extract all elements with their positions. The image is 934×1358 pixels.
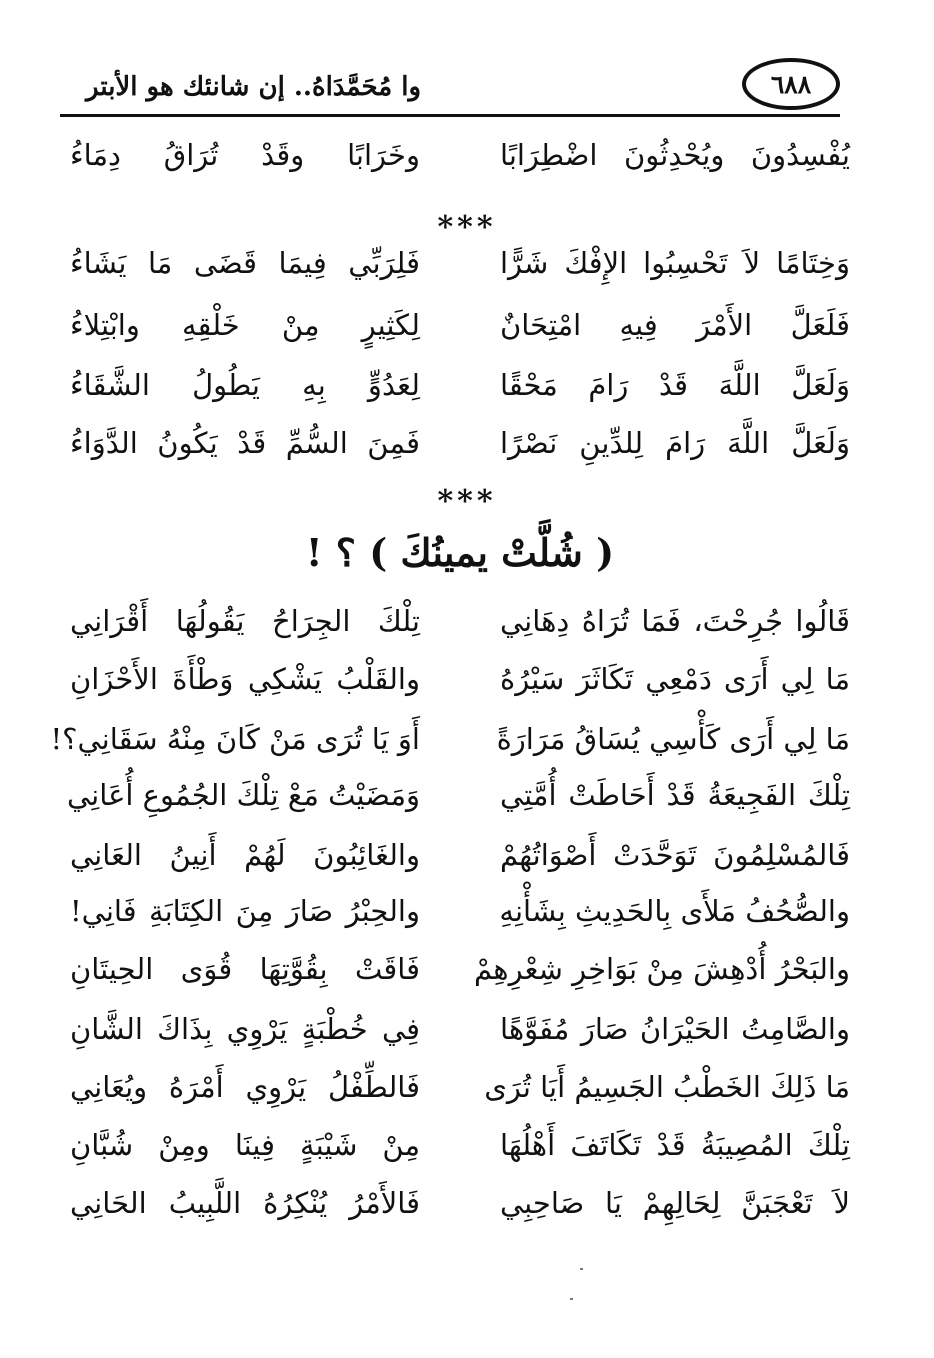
verse-left-hemistich: فَالطِّفْلُ يَرْوِي أَمْرَهُ ويُعَانِي: [70, 1070, 420, 1104]
verse-left-hemistich: فَاقَتْ بِقُوَّتِهَا قُوَى الحِيتَانِ: [70, 952, 420, 986]
verse-right-hemistich: لاَ تَعْجَبَنَّ لِحَالِهِمْ يَا صَاحِبِي: [500, 1186, 850, 1220]
stanza2-verse: [70, 656, 850, 712]
stanza2-verse: [70, 1064, 850, 1120]
verse-left-hemistich: مِنْ شَيْبَةٍ فِينَا ومِنْ شُبَّانِ: [70, 1128, 420, 1162]
verse-left-hemistich: والغَائِبُونَ لَهُمْ أَنِينُ العَانِي: [70, 838, 420, 872]
stanza1-verse: [70, 302, 850, 358]
verse-left-hemistich: فَلِرَبِّي فِيمَا قَضَى مَا يَشَاءُ: [70, 246, 420, 280]
verse-right-hemistich: والبَحْرُ أُدْهِشَ مِنْ بَوَاخِرِ شِعْرِهِمْ: [473, 952, 850, 986]
verse-left-hemistich: أَوَ يَا تُرَى مَنْ كَانَ مِنْهُ سَقَانِي؟!: [50, 722, 420, 756]
stanza2-verse: [67, 772, 850, 828]
verse-left-hemistich: والقَلْبُ يَشْكِي وَطْأَةَ الأَحْزَانِ: [70, 662, 420, 696]
verse-left-hemistich: فِي خُطْبَةٍ يَرْوِي بِذَاكَ الشَّانِ: [70, 1012, 420, 1046]
verse-left-hemistich: لِكَثِيرٍ مِنْ خَلْقِهِ وابْتِلاءُ: [70, 308, 420, 342]
verse-right-hemistich: فَالمُسْلِمُونَ تَوَحَّدَتْ أَصْوَاتُهُمْ: [500, 838, 850, 872]
verse-right-hemistich: يُفْسِدُونَ ويُحْدِثُونَ اضْطِرَابًا: [500, 138, 850, 172]
header-divider: [60, 114, 840, 117]
stanza2-verse: [50, 716, 850, 772]
verse-right-hemistich: قَالُوا جُرِحْتَ، فَمَا تُرَاهُ دِهَانِي: [500, 604, 850, 638]
stanza2-verse: [70, 1006, 850, 1062]
page-header: [60, 56, 840, 116]
stanza2-verse: [70, 888, 850, 944]
scan-speck: [580, 1268, 583, 1270]
verse-left-hemistich: وَمَضَيْتُ مَعْ تِلْكَ الجُمُوعِ أُعَانِي: [67, 778, 420, 812]
scan-speck: [570, 1298, 573, 1300]
verse-left-hemistich: والحِبْرُ صَارَ مِنَ الكِتَابَةِ فَانِي!: [70, 894, 420, 928]
verse-right-hemistich: والصَّامِتُ الحَيْرَانُ صَارَ مُفَوَّهًا: [500, 1012, 850, 1046]
verse-right-hemistich: وَلَعَلَّ اللَّهَ قَدْ رَامَ مَحْقًا: [500, 368, 850, 402]
verse-left-hemistich: فَالأَمْرُ يُنْكِرُهُ اللَّبِيبُ الحَانِي: [70, 1186, 420, 1220]
verse-right-hemistich: تِلْكَ المُصِيبَةُ قَدْ تَكَاتَفَ أَهْلُهَا: [500, 1128, 850, 1162]
verse-right-hemistich: مَا لِي أَرَى كَأْسِي يُسَاقُ مَرَارَةً: [496, 722, 850, 756]
verse-left-hemistich: لِعَدُوٍّ بِهِ يَطُولُ الشَّقَاءُ: [70, 368, 420, 402]
section-separator: ***: [437, 210, 497, 245]
verse-right-hemistich: فَلَعَلَّ الأَمْرَ فِيهِ امْتِحَانٌ: [500, 308, 850, 342]
verse-left-hemistich: تِلْكَ الجِرَاحُ يَقُولُهَا أَقْرَانِي: [70, 604, 420, 638]
page-number-badge: [742, 58, 840, 110]
verse-right-hemistich: مَا ذَلِكَ الخَطْبُ الجَسِيمُ أَيَا تُرَى: [484, 1070, 850, 1104]
verse-right-hemistich: وَلَعَلَّ اللَّهَ رَامَ لِلدِّينِ نَصْرًا: [500, 426, 850, 460]
stanza2-verse: [70, 598, 850, 654]
verse-left-hemistich: وخَرَابًا وقَدْ تُرَاقُ دِمَاءُ: [70, 138, 420, 172]
stanza2-verse: [70, 946, 850, 1002]
page-number: ٦٨٨: [770, 69, 812, 99]
verse-right-hemistich: وَخِتَامًا لاَ تَحْسِبُوا الإِفْكَ شَرًّا: [500, 246, 850, 280]
poem-title: ( شُلَّتْ يمينُكَ ) ؟ !: [305, 530, 615, 575]
running-title: وا مُحَمَّدَاهُ.. إن شانئك هو الأبتر: [86, 72, 422, 102]
stanza2-verse: [70, 1180, 850, 1236]
stanza2-verse: [70, 832, 850, 888]
stanza1-verse: [70, 362, 850, 418]
verse-left-hemistich: فَمِنَ السُّمِّ قَدْ يَكُونُ الدَّوَاءُ: [70, 426, 420, 460]
stanza1-verse: [70, 240, 850, 296]
verse-right-hemistich: تِلْكَ الفَجِيعَةُ قَدْ أَحَاطَتْ أُمَّتِي: [500, 778, 850, 812]
section-separator: ***: [437, 484, 497, 519]
stanza2-verse: [70, 1122, 850, 1178]
stanza1-verse: [70, 420, 850, 476]
verse-right-hemistich: مَا لِي أَرَى دَمْعِي تَكَاثَرَ سَيْرُهُ: [500, 662, 850, 696]
opening-verse: [70, 132, 850, 188]
verse-right-hemistich: والصُّحُفُ مَلأَى بِالحَدِيثِ بِشَأْنِهِ: [499, 894, 850, 928]
